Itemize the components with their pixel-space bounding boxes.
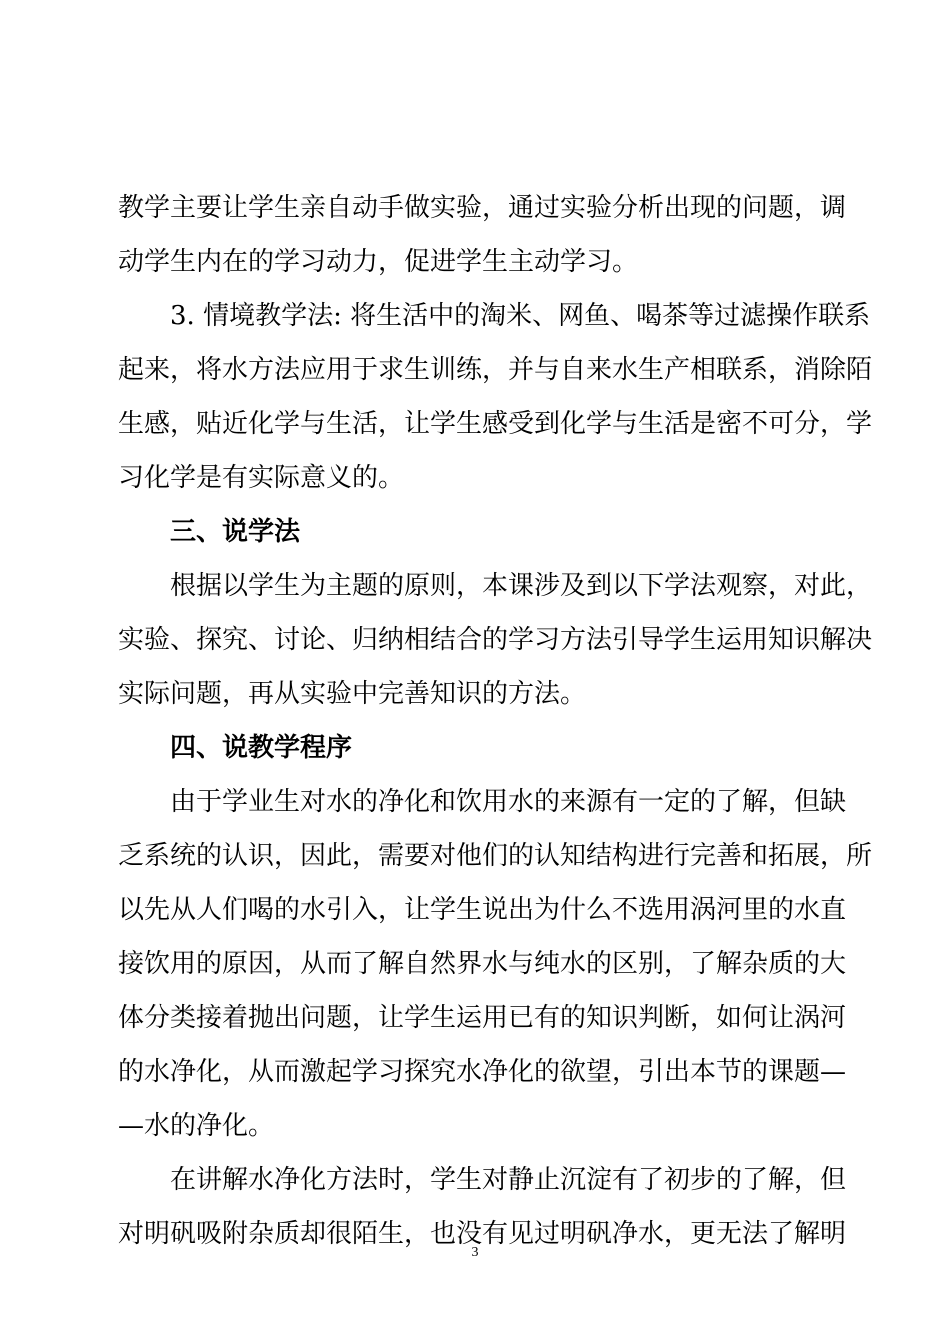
text-line: 接饮用的原因，从而了解自然界水与纯水的区别，了解杂质的大: [118, 949, 847, 979]
text-line: —水的净化。: [118, 1111, 275, 1141]
text-line: 由于学业生对水的净化和饮用水的来源有一定的了解，但缺: [170, 787, 847, 817]
text-line: 乏系统的认识，因此，需要对他们的认知结构进行完善和拓展，所: [118, 841, 873, 871]
text-line: 在讲解水净化方法时，学生对静止沉淀有了初步的了解，但: [170, 1165, 847, 1195]
text-line: 根据以学生为主题的原则，本课涉及到以下学法观察，对此，: [170, 571, 873, 601]
text-line: 习化学是有实际意义的。: [118, 463, 405, 493]
text-line: 以先从人们喝的水引入，让学生说出为什么不选用涡河里的水直: [118, 895, 847, 925]
text-line: 3. 情境教学法: 将生活中的淘米、网鱼、喝茶等过滤操作联系: [170, 301, 871, 331]
text-line: 对明矾吸附杂质却很陌生，也没有见过明矾净水，更无法了解明: [118, 1219, 847, 1249]
section-heading: 四、说教学程序: [170, 733, 353, 763]
text-line: 动学生内在的学习动力，促进学生主动学习。: [118, 247, 639, 277]
text-line: 起来，将水方法应用于求生训练，并与自来水生产相联系，消除陌: [118, 355, 873, 385]
text-line: 教学主要让学生亲自动手做实验，通过实验分析出现的问题，调: [118, 193, 847, 223]
document-body: [118, 181, 873, 1261]
text-line: 生感，贴近化学与生活，让学生感受到化学与生活是密不可分，学: [118, 409, 873, 439]
text-line: 的水净化，从而激起学习探究水净化的欲望，引出本节的课题—: [118, 1057, 847, 1087]
text-line: 实验、探究、讨论、归纳相结合的学习方法引导学生运用知识解决: [118, 625, 873, 655]
text-line: 实际问题，再从实验中完善知识的方法。: [118, 679, 587, 709]
text-line: 体分类接着抛出问题，让学生运用已有的知识判断，如何让涡河: [118, 1003, 847, 1033]
page-number: 3: [471, 1245, 479, 1260]
section-heading: 三、说学法: [170, 517, 301, 547]
